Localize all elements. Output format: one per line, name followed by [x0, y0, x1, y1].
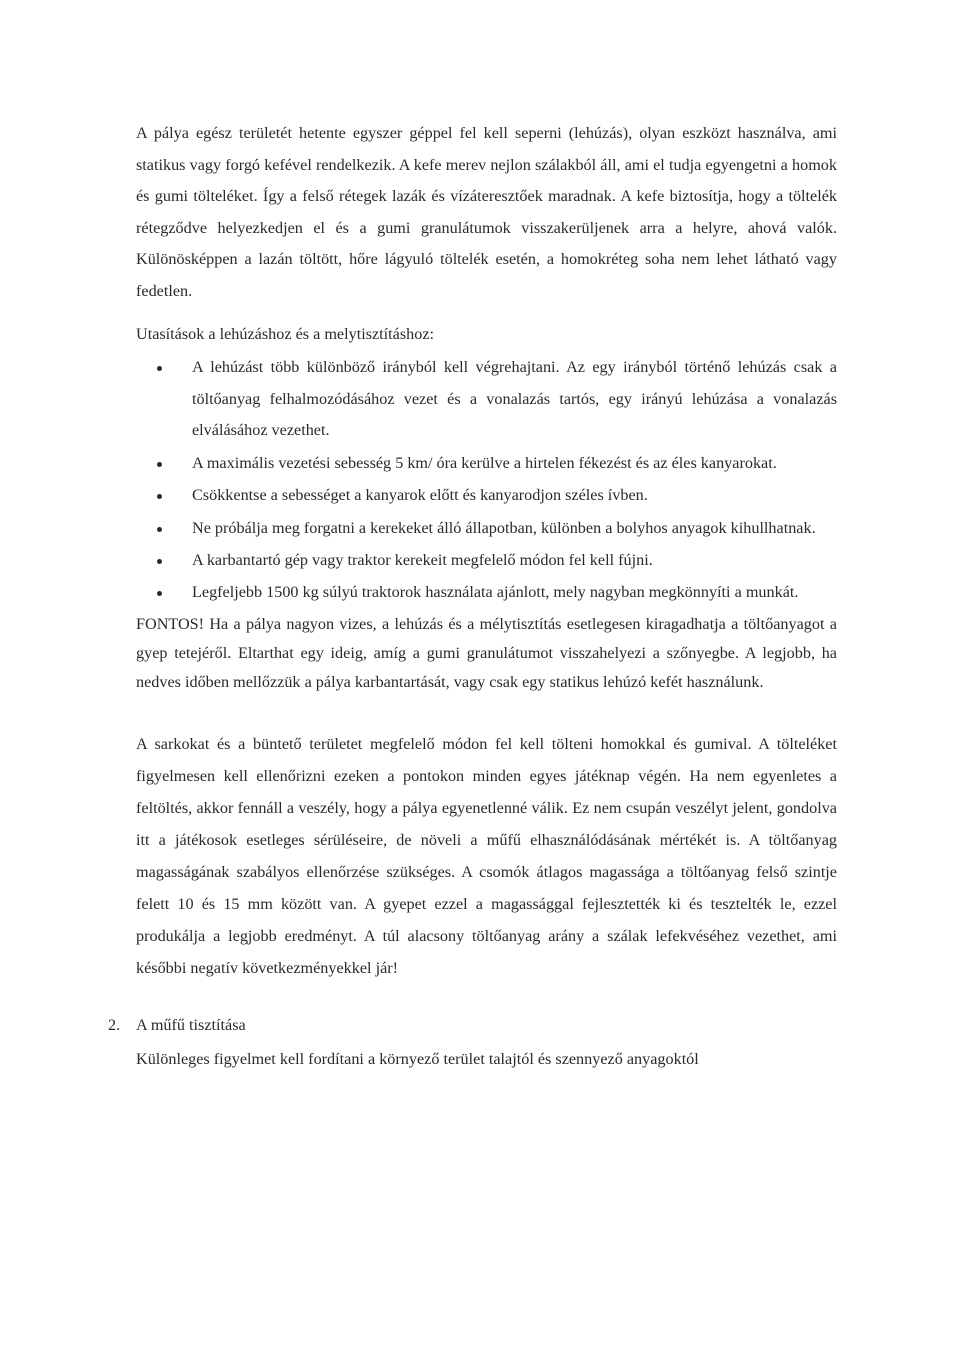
section-heading: [108, 1010, 837, 1042]
instructions-list: [136, 352, 837, 609]
corners-paragraph: A sarkokat és a büntető területet megfelelő módon fel kell tölteni homokkal és gumival. A tölteléket figyelmesen kell ellenőrizni ezeken a pontokon minden egyes játéknap végén. Ha nem egyenletes a feltöltés, akkor fennáll a veszély, hogy a pálya egyenetlenné válik. Ez nem csupán veszélyt jelent, gondolva itt a játékosok esetleges sérüléseire, de növeli a műfű elhasználódásának mértékét is. A töltőanyag magasságának szabályos ellenőrzése szükséges. A csomók átlagos magassága a töltőanyag felső szintje felett 10 és 15 mm között van. A gyepet ezzel a magassággal fejlesztették ki és tesztelték le, ezzel produkálja a legjobb eredményt. A túl alacsony töltőanyag arány a szálak lefekvéséhez vezethet, ami későbbi negatív következményekkel jár!: [136, 734, 837, 978]
section-title: A műfű tisztítása: [136, 1016, 246, 1035]
list-item: [136, 448, 837, 480]
list-item: [136, 545, 837, 577]
bullet-icon: [157, 591, 162, 596]
important-paragraph: FONTOS! Ha a pálya nagyon vizes, a lehúzás és a mélytisztítás esetlegesen kiragadhatja a töltőanyagot a gyep tetejéről. Eltarthat egy ideig, amíg a gumi granulátumot visszahelyezi a szőnyegbe. A legjobb, ha nedves időben mellőzzük a pálya karbantartását, vagy csak egy statikus lehúzó kefét használunk.: [136, 614, 837, 692]
list-item-text: A maximális vezetési sebesség 5 km/ óra kerülve a hirtelen fékezést és az éles kanyarokat.: [192, 453, 777, 472]
list-item-text: Ne próbálja meg forgatni a kerekeket álló állapotban, különben a bolyhos anyagok kihullhatnak.: [192, 518, 816, 537]
list-item-text: A karbantartó gép vagy traktor kerekeit megfelelő módon fel kell fújni.: [192, 550, 653, 569]
list-item-text: Csökkentse a sebességet a kanyarok előtt és kanyarodjon széles ívben.: [192, 486, 648, 505]
intro-paragraph: A pálya egész területét hetente egyszer géppel fel kell seperni (lehúzás), olyan eszközt használva, ami statikus vagy forgó kefével rendelkezik. A kefe merev nejlon szálakból áll, ami el tudja egyengetni a homok és gumi tölteléket. Így a felső rétegek lazák és vízáteresztőek maradnak. A kefe biztosítja, hogy a töltelék rétegződve helyezkedjen el és a gumi granulátumok visszakerüljenek arra a helyre, ahová valók. Különösképpen a lazán töltött, hőre lágyuló töltelék esetén, a homokréteg soha nem lehet látható vagy fedetlen.: [136, 124, 837, 300]
bullet-icon: [157, 494, 162, 499]
bullet-icon: [157, 366, 162, 371]
section-paragraph: Különleges figyelmet kell fordítani a környező terület talajtól és szennyező anyagoktól: [136, 1049, 699, 1068]
bullet-icon: [157, 462, 162, 467]
bullet-icon: [157, 559, 162, 564]
list-item: [136, 352, 837, 447]
list-item: [136, 577, 837, 609]
section-number: 2.: [108, 1016, 121, 1035]
instructions-title: Utasítások a lehúzáshoz és a melytisztításhoz:: [136, 324, 435, 343]
document-page: [108, 118, 837, 1075]
list-item: [136, 513, 837, 545]
bullet-icon: [157, 527, 162, 532]
list-item: [136, 480, 837, 512]
list-item-text: A lehúzást több különböző irányból kell végrehajtani. Az egy irányból történő lehúzás csak a töltőanyag felhalmozódásához vezet és a vonalazás tartós, egy irányú lehúzása a vonalazás elválásához vezethet.: [192, 358, 837, 440]
list-item-text: Legfeljebb 1500 kg súlyú traktorok használata ajánlott, mely nagyban megkönnyíti a munkát.: [192, 583, 799, 602]
